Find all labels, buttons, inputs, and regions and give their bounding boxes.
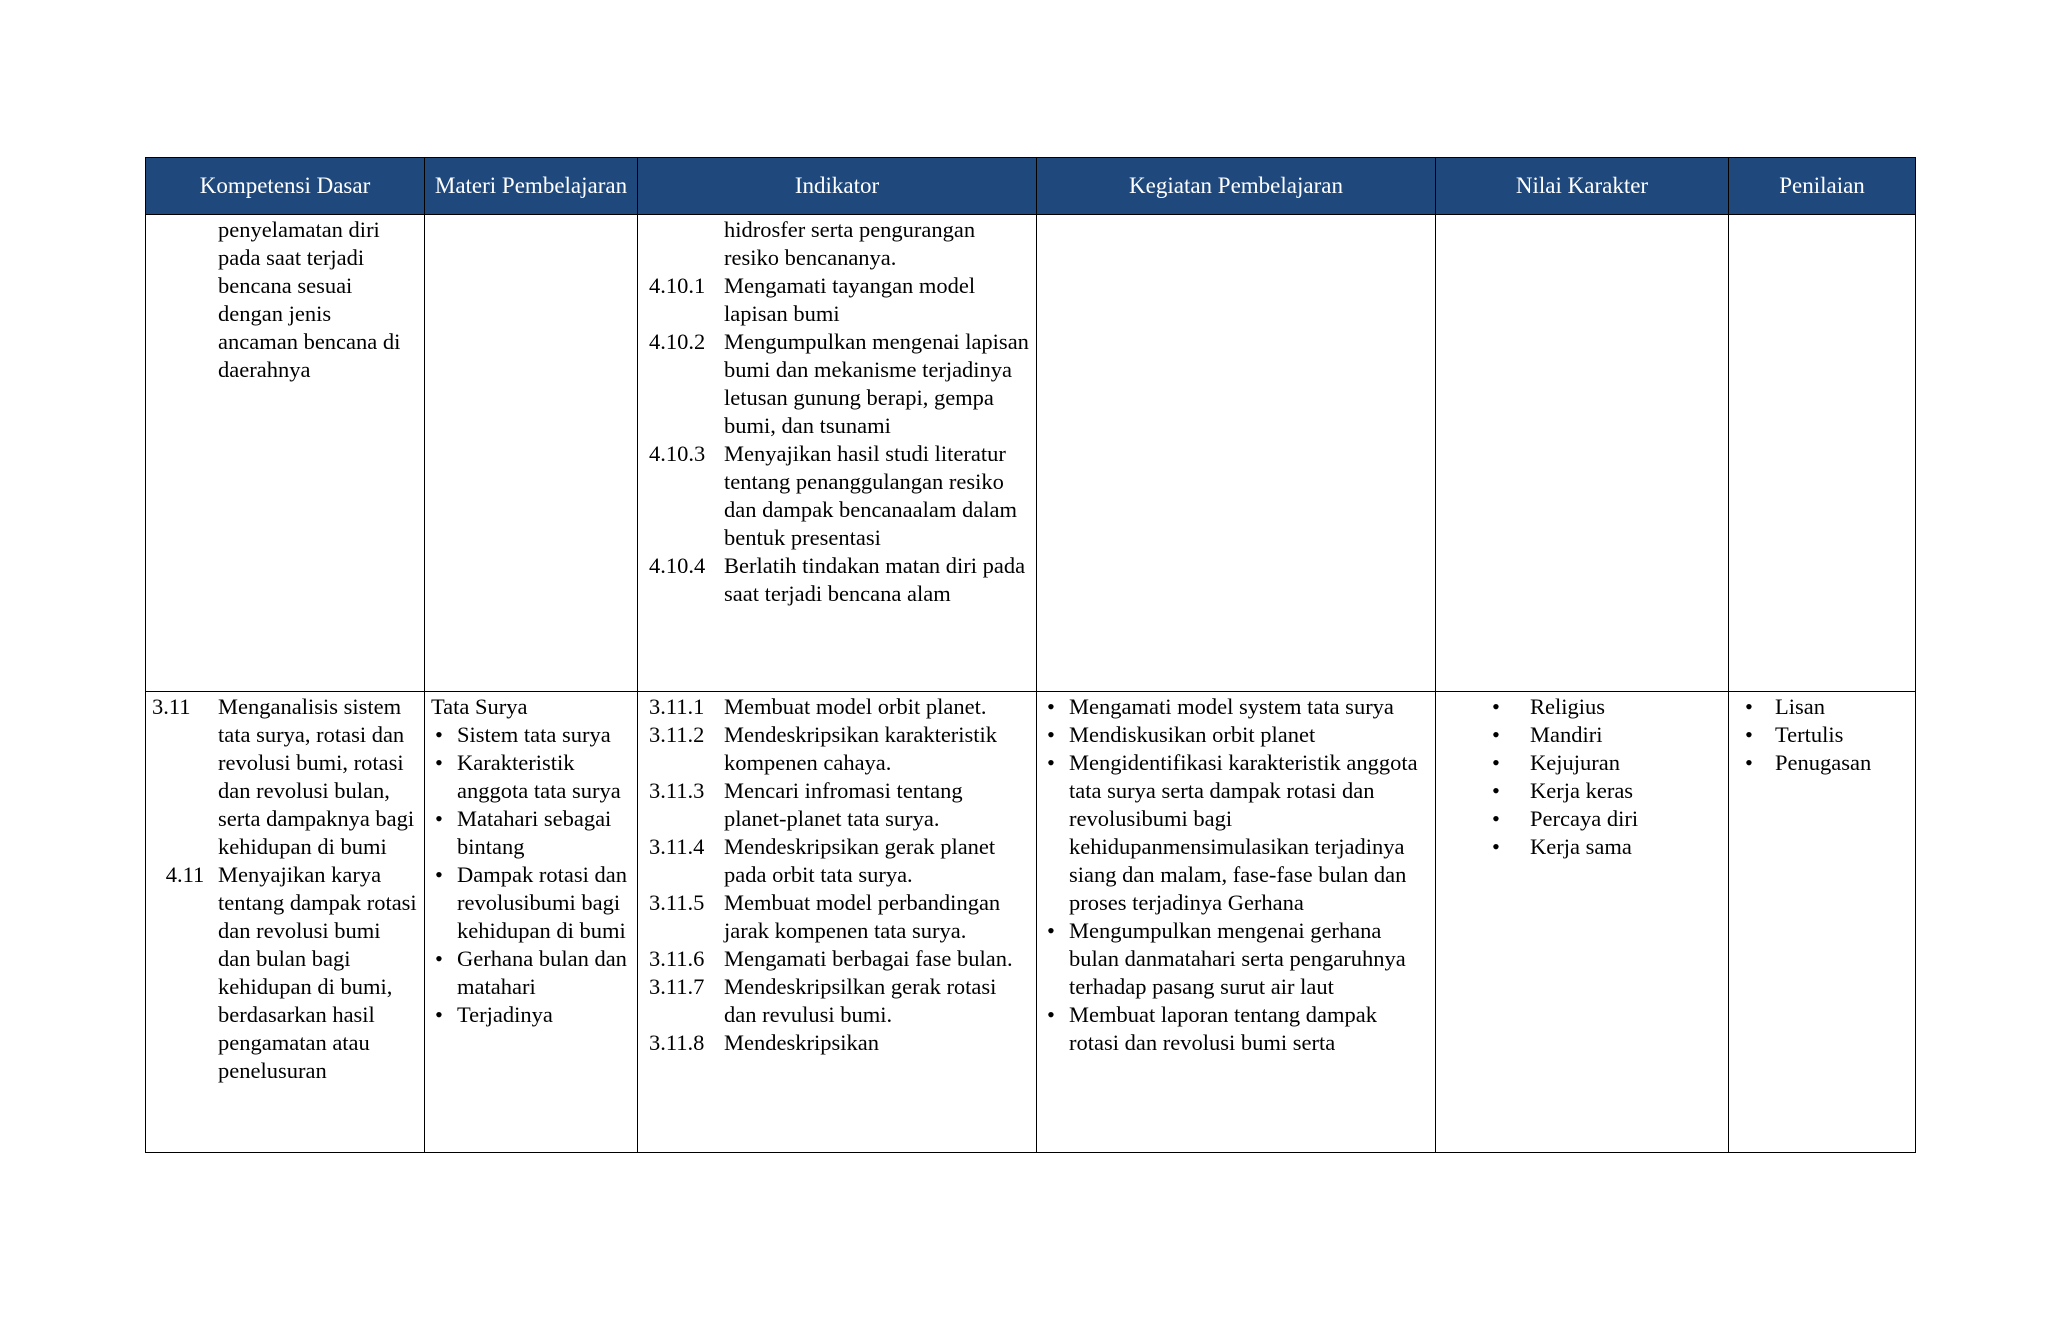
list-item: • Lisan (1735, 693, 1909, 721)
cell-indikator (638, 215, 1037, 692)
indikator-number: 3.11.1 (649, 694, 705, 719)
indikator-text: Mendeskripsikan (724, 1030, 879, 1055)
list-item (644, 272, 1030, 328)
table-row (146, 692, 1916, 1153)
indikator-number: 3.11.8 (649, 1030, 705, 1055)
list-item (644, 973, 1030, 1029)
list-item: • Karakteristik anggota tata surya (431, 749, 631, 805)
indikator-number: 3.11.2 (649, 722, 705, 747)
table-row (146, 215, 1916, 692)
kegiatan-list (1043, 693, 1429, 1057)
list-item: • Religius (1486, 693, 1722, 721)
header-nilai-karakter: Nilai Karakter (1436, 158, 1729, 215)
indikator-text: Menyajikan hasil studi literatur tentang penanggulangan resiko dan dampak bencanaalam dalam bentuk presentasi (724, 441, 1017, 550)
kompetensi-number: 4.11 (165, 862, 205, 887)
cell-materi (425, 692, 638, 1153)
indikator-text: Berlatih tindakan matan diri pada saat terjadi bencana alam (724, 553, 1026, 606)
kompetensi-text: Menganalisis sistem tata surya, rotasi dan revolusi bumi, rotasi dan revolusi bulan, serta dampaknya bagi kehidupan di bumi (218, 694, 415, 859)
header-penilaian: Penilaian (1729, 158, 1916, 215)
list-item (644, 552, 1030, 608)
list-item (644, 693, 1030, 721)
list-item: • Kerja sama (1486, 833, 1722, 861)
syllabus-table (145, 157, 1916, 1153)
indikator-continuation: hidrosfer serta pengurangan resiko bencananya. (724, 217, 976, 270)
indikator-number: 4.10.4 (649, 553, 706, 578)
indikator-number: 3.11.4 (649, 834, 705, 859)
header-kompetensi-dasar: Kompetensi Dasar (146, 158, 425, 215)
list-item: • Mengamati model system tata surya (1043, 693, 1429, 721)
list-item: • Mengumpulkan mengenai gerhana bulan danmatahari serta pengaruhnya terhadap pasang surut air laut (1043, 917, 1429, 1001)
cell-materi (425, 215, 638, 692)
list-item (644, 440, 1030, 552)
materi-title: Tata Surya (431, 694, 528, 719)
list-item (644, 889, 1030, 945)
materi-list (431, 721, 631, 1029)
kompetensi-text: Menyajikan karya tentang dampak rotasi dan revolusi bumi dan bulan bagi kehidupan di bumi, berdasarkan hasil pengamatan atau penelusuran (218, 862, 417, 1083)
list-item: • Percaya diri (1486, 805, 1722, 833)
indikator-text: Membuat model orbit planet. (724, 694, 987, 719)
nilai-list (1442, 693, 1722, 861)
header-kegiatan-pembelajaran: Kegiatan Pembelajaran (1037, 158, 1436, 215)
indikator-text: Membuat model perbandingan jarak kompenen tata surya. (724, 890, 1001, 943)
cell-penilaian (1729, 215, 1916, 692)
list-item (644, 833, 1030, 889)
indikator-text: Mendeskripsilkan gerak rotasi dan revulusi bumi. (724, 974, 997, 1027)
list-item (644, 777, 1030, 833)
list-item (644, 328, 1030, 440)
list-item (152, 861, 418, 1085)
list-item: • Dampak rotasi dan revolusibumi bagi kehidupan di bumi (431, 861, 631, 945)
list-item: • Mandiri (1486, 721, 1722, 749)
indikator-text: Mengamati berbagai fase bulan. (724, 946, 1013, 971)
penilaian-list (1735, 693, 1909, 777)
indikator-number: 3.11.7 (649, 974, 705, 999)
list-item: • Penugasan (1735, 749, 1909, 777)
table-header-row (146, 158, 1916, 215)
header-materi-pembelajaran: Materi Pembelajaran (425, 158, 638, 215)
list-item: • Tertulis (1735, 721, 1909, 749)
indikator-number: 3.11.6 (649, 946, 705, 971)
cell-kegiatan (1037, 215, 1436, 692)
indikator-text: Mendeskripsikan karakteristik kompenen cahaya. (724, 722, 998, 775)
list-item: • Matahari sebagai bintang (431, 805, 631, 861)
kompetensi-number: 3.11 (152, 694, 191, 719)
indikator-text: Mengumpulkan mengenai lapisan bumi dan mekanisme terjadinya letusan gunung berapi, gempa bumi, dan tsunami (724, 329, 1029, 438)
cell-indikator (638, 692, 1037, 1153)
cell-penilaian (1729, 692, 1916, 1153)
list-item: • Mendiskusikan orbit planet (1043, 721, 1429, 749)
list-item: • Kejujuran (1486, 749, 1722, 777)
indikator-number: 4.10.2 (649, 329, 706, 354)
indikator-number: 3.11.5 (649, 890, 705, 915)
list-item: • Kerja keras (1486, 777, 1722, 805)
cell-kompetensi-dasar (146, 215, 425, 692)
indikator-number: 3.11.3 (649, 778, 705, 803)
indikator-text: Mendeskripsikan gerak planet pada orbit tata surya. (724, 834, 996, 887)
list-item (152, 693, 418, 861)
kompetensi-continuation: penyelamatan diri pada saat terjadi bencana sesuai dengan jenis ancaman bencana di daerahnya (218, 217, 401, 382)
header-indikator: Indikator (638, 158, 1037, 215)
list-item: • Mengidentifikasi karakteristik anggota tata surya serta dampak rotasi dan revolusibumi bagi kehidupanmensimulasikan terjadinya siang dan malam, fase-fase bulan dan proses terjadinya Gerhana (1043, 749, 1429, 917)
list-item: • Sistem tata surya (431, 721, 631, 749)
indikator-text: Mengamati tayangan model lapisan bumi (724, 273, 976, 326)
list-item (644, 1029, 1030, 1057)
indikator-number: 4.10.3 (649, 441, 706, 466)
indikator-text: Mencari infromasi tentang planet-planet tata surya. (724, 778, 963, 831)
list-item (644, 721, 1030, 777)
cell-kompetensi-dasar (146, 692, 425, 1153)
cell-nilai (1436, 692, 1729, 1153)
list-item: • Terjadinya (431, 1001, 631, 1029)
list-item (644, 945, 1030, 973)
list-item: • Membuat laporan tentang dampak rotasi dan revolusi bumi serta (1043, 1001, 1429, 1057)
indikator-number: 4.10.1 (649, 273, 706, 298)
cell-nilai (1436, 215, 1729, 692)
list-item: • Gerhana bulan dan matahari (431, 945, 631, 1001)
cell-kegiatan (1037, 692, 1436, 1153)
